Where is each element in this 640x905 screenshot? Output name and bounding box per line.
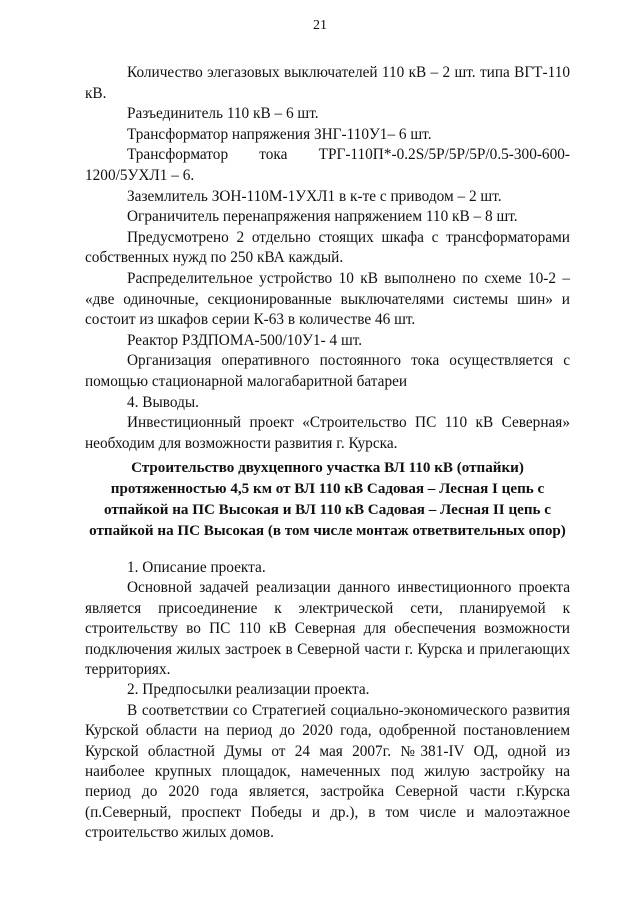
paragraph-switchgear: Распределительное устройство 10 кВ выполнено по схеме 10-2 – «две одиночные, секционированные выключателями системы шин» и состоит из шкафов серии К-63 в количестве 46 шт.: [85, 269, 570, 329]
page-number: 21: [313, 18, 327, 33]
paragraph-current-transformer-cont: 1200/5УХЛ1 – 6.: [85, 166, 195, 184]
paragraph-conclusions: Инвестиционный проект «Строительство ПС 110 кВ Северная» необходим для возможности развития г. Курска.: [85, 414, 570, 452]
paragraph-conclusions-heading: 4. Выводы.: [127, 393, 199, 411]
paragraph-surge-arrester: Ограничитель перенапряжения напряжением 110 кВ – 8 шт.: [127, 208, 518, 226]
paragraph-reactor: Реактор РЗДПОМА-500/10У1- 4 шт.: [127, 331, 363, 349]
paragraph-prerequisites: В соответствии со Стратегией социально-экономического развития Курской области на период до 2020 года, одобренной постановлением Курской областной Думы от 24 мая 2007г. №381-IV ОД, одной из наиболее крупных площадок, намеченных под жилую застройку на период до 2020 года является, застройка Северной части г.Курска (п.Северный, проспект Победы и др.), в том числе и малоэтажное строительство жилых домов.: [85, 701, 570, 842]
paragraph-disconnector: Разъединитель 110 кВ – 6 шт.: [127, 105, 319, 123]
current-transformer-word: тока: [259, 146, 288, 164]
current-transformer-label: Трансформатор: [127, 146, 229, 164]
paragraph-voltage-transformer: Трансформатор напряжения ЗНГ-110У1– 6 шт.: [127, 125, 432, 143]
item-prerequisites-heading: 2. Предпосылки реализации проекта.: [127, 681, 370, 699]
project-description: [85, 558, 570, 844]
paragraph-description: Основной задачей реализации данного инвестиционного проекта является присоединение к электрической сети, планируемой к строительству во ПС 110 кВ Северная для обеспечения возможности подключения жилых застроек в Северной части г. Курска и прилегающих территориях.: [85, 579, 570, 679]
paragraph-current-transformer-row: [85, 145, 570, 166]
current-transformer-type: ТРГ-110П*-0.2S/5Р/5Р/5Р/0.5-300-600-: [318, 146, 570, 164]
paragraph-breakers: Количество элегазовых выключателей 110 кВ – 2 шт. типа ВГТ-110 кВ.: [85, 64, 570, 102]
item-description-heading: 1. Описание проекта.: [127, 559, 266, 576]
section-heading: Строительство двухцепного участка ВЛ 110 кВ (отпайки) протяженностью 4,5 км от ВЛ 110 кВ Садовая – Лесная I цепь с отпайкой на ПС Высокая и ВЛ 110 кВ Садовая – Лесная II цепь с отпайкой на ПС Высокая (в том числе монтаж ответвительных опор): [89, 460, 566, 539]
paragraph-dc-power: Организация оперативного постоянного тока осуществляется с помощью стационарной малогабаритной батареи: [85, 352, 570, 390]
equipment-list: [85, 63, 570, 454]
paragraph-grounding-switch: Заземлитель ЗОН-110М-1УХЛ1 в к-те с приводом – 2 шт.: [127, 187, 502, 205]
paragraph-aux-transformers: Предусмотрено 2 отдельно стоящих шкафа с трансформаторами собственных нужд по 250 кВА каждый.: [85, 228, 570, 267]
